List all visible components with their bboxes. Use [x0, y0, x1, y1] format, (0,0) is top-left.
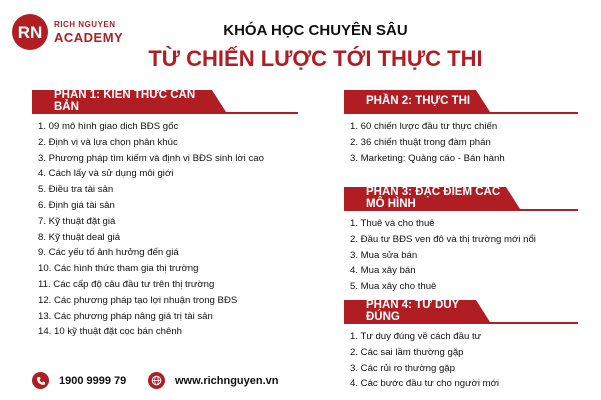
brand-name-top: RICH NGUYEN [54, 20, 116, 29]
section-header [344, 300, 578, 324]
section-part-2 [344, 90, 578, 166]
list-item: 12. Các phương pháp tạo lợi nhuận trong BĐS [38, 294, 238, 306]
list-item: 6. Định giá tài sản [38, 199, 115, 211]
section-part-1 [32, 90, 298, 340]
list-item: 13. Các phương pháp nâng giá trị tài sản [38, 310, 213, 322]
section-item-list [344, 324, 578, 392]
list-item: 3. Mua sửa bán [350, 249, 418, 261]
list-item: 11. Các cấp độ cảu đầu tư trên thị trường [38, 278, 215, 290]
list-item: 5. Điều tra tài sản [38, 184, 114, 196]
section-part-4 [344, 300, 578, 392]
list-item: 1. Thuê và cho thuê [350, 218, 435, 229]
course-subtitle: KHÓA HỌC CHUYÊN SÂU [223, 22, 408, 39]
svg-text:RN: RN [17, 23, 43, 42]
list-item: 9. Các yếu tố ảnh hưởng đến giá [38, 247, 179, 259]
list-item: 2. Định vị và lựa chọn phân khúc [38, 136, 178, 148]
phone-icon [32, 372, 49, 389]
contact-website[interactable] [148, 372, 279, 389]
list-item: 14. 10 kỹ thuật đặt cọc bán chênh [38, 326, 183, 338]
list-item: 1. Tư duy đúng về cách đầu tư [350, 331, 482, 342]
globe-icon [148, 372, 165, 389]
list-item: 10. Các hình thức tham gia thị trường [38, 263, 199, 275]
list-item: 4. Các bước đầu tư cho người mới [350, 378, 500, 390]
section-header [344, 90, 578, 114]
website-url: www.richnguyen.vn [175, 374, 279, 387]
list-item: 8. Kỹ thuật deal giá [38, 231, 121, 243]
section-header [32, 90, 298, 114]
section-title: PHẦN 2: THỰC THI [344, 90, 476, 112]
brand-name-bottom: ACADEMY [54, 30, 124, 45]
section-title: PHẦN 3: ĐẶC ĐIỂM CÁC MÔ HÌNH [344, 187, 506, 209]
section-item-list [32, 114, 298, 340]
course-title: TỪ CHIẾN LƯỢC TỚI THỰC THI [148, 46, 483, 71]
section-part-3 [344, 187, 578, 295]
list-item: 2. Các sai lầm thường gặp [350, 346, 464, 358]
list-item: 5. Mua xây cho thuê [350, 281, 437, 293]
list-item: 2. 36 chiến thuật trong đàm phán [350, 136, 491, 148]
section-title: PHẦN 1: KIẾN THỨC CĂN BẢN [32, 90, 212, 112]
contact-phone[interactable] [32, 372, 126, 389]
list-item: 4. Mua xây bán [350, 265, 416, 277]
list-item: 1. 60 chiến lược đầu tư thực chiến [350, 121, 498, 132]
phone-number: 1900 9999 79 [59, 374, 127, 387]
list-item: 3. Phương pháp tìm kiếm và định vị BĐS sinh lời cao [38, 152, 264, 164]
section-item-list [344, 211, 578, 295]
list-item: 7. Kỹ thuật đặt giá [38, 215, 116, 227]
list-item: 3. Marketing: Quảng cáo - Bán hành [350, 152, 505, 164]
list-item: 3. Các rủi ro thường gặp [350, 362, 455, 374]
list-item: 2. Đầu tư BĐS ven đô và thị trường mới nổi [350, 233, 536, 245]
section-header [344, 187, 578, 211]
list-item: 4. Cách lấy và sử dụng môi giới [38, 168, 174, 180]
list-item: 1. 09 mô hình giao dịch BĐS gốc [38, 121, 179, 132]
section-title: PHẦN 4: TƯ DUY ĐÚNG [344, 300, 476, 322]
section-item-list [344, 114, 578, 166]
